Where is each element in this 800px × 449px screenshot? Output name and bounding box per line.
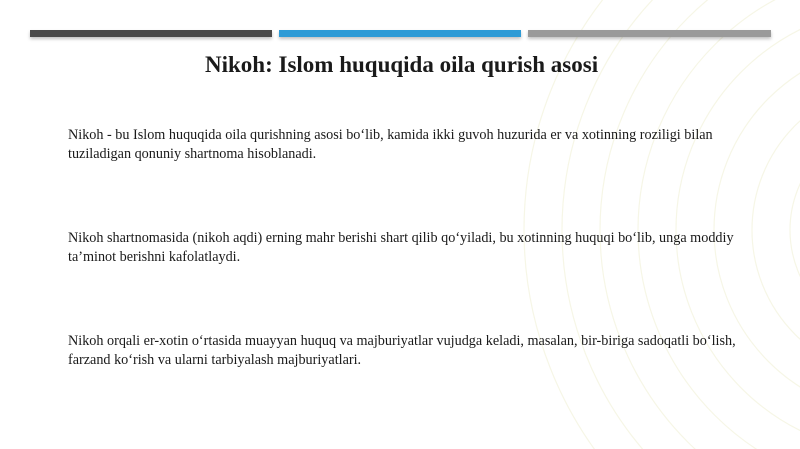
- paragraph-1: Nikoh - bu Islom huquqida oila qurishning asosi bo‘lib, kamida ikki guvoh huzurida er va xotinning roziligi bilan tuziladigan qonuniy shartnoma hisoblanadi.: [68, 127, 713, 162]
- accent-bar-blue: [279, 30, 521, 37]
- decoration-arc: [790, 120, 800, 340]
- accent-bar-gray: [528, 30, 771, 37]
- decoration-arc: [752, 82, 800, 378]
- slide-title: Nikoh: Islom huquqida oila qurish asosi: [205, 52, 599, 77]
- accent-bar-dark: [30, 30, 272, 37]
- paragraph-3: Nikoh orqali er-xotin o‘rtasida muayyan huquq va majburiyatlar vujudga keladi, masalan, bir-biriga sadoqatli bo‘lish, farzand ko‘rish va ularni tarbiyalash majburiyatlari.: [68, 333, 736, 368]
- paragraph-2: Nikoh shartnomasida (nikoh aqdi) erning mahr berishi shart qilib qo‘yiladi, bu xotinning huquqi bo‘lib, unga moddiy ta’minot berishni kafolatlaydi.: [68, 230, 734, 265]
